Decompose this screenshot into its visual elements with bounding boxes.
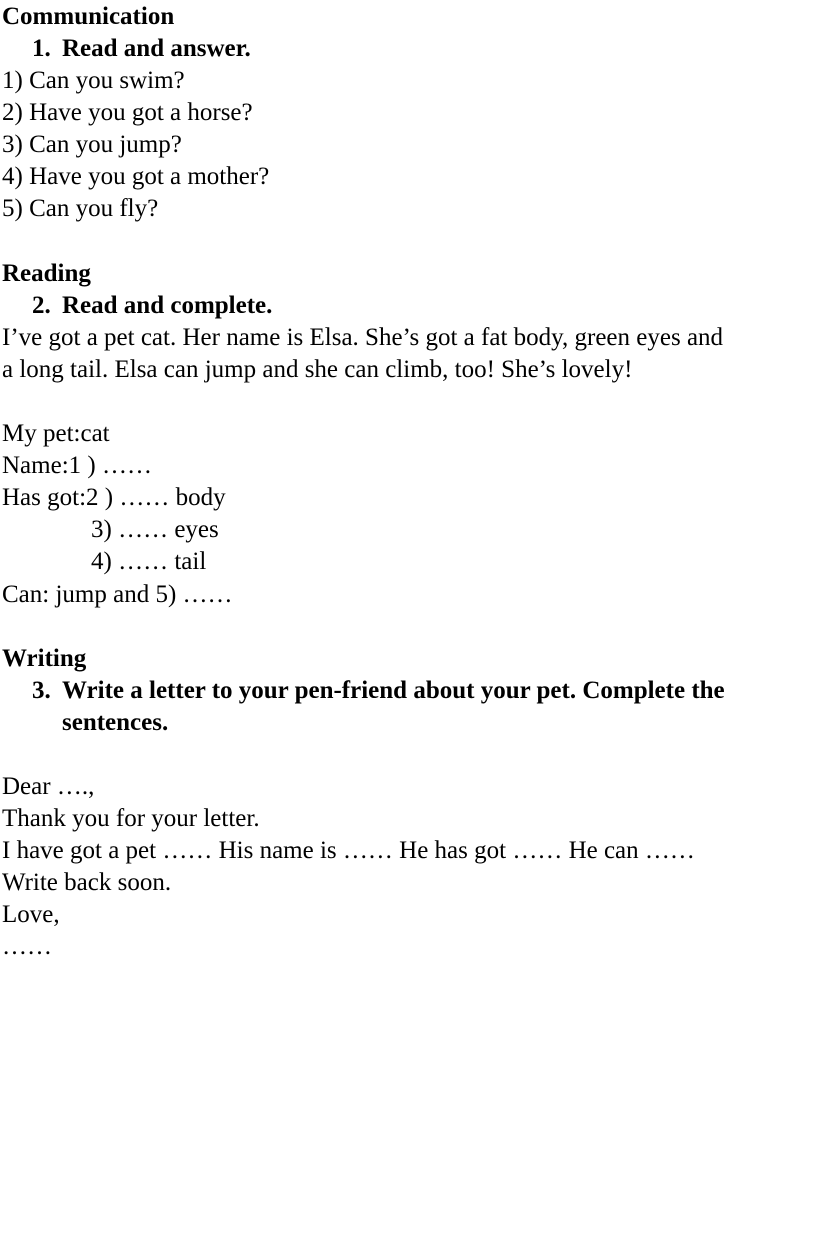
- section-heading-writing: Writing: [2, 645, 87, 672]
- section-heading-communication: Communication: [2, 3, 175, 30]
- task-3-instruction-line-1: Write a letter to your pen-friend about your pet. Complete the: [62, 677, 725, 704]
- task-3-instruction-line-2: sentences.: [62, 709, 169, 736]
- reading-paragraph-line-2: a long tail. Elsa can jump and she can climb, too! She’s lovely!: [2, 356, 633, 383]
- letter-closing: Love,: [2, 901, 60, 928]
- question-1: 1) Can you swim?: [2, 67, 185, 94]
- section-heading-reading: Reading: [2, 260, 91, 287]
- reading-paragraph-line-1: I’ve got a pet cat. Her name is Elsa. She’s got a fat body, green eyes and: [2, 324, 724, 351]
- task-3-number: 3.: [32, 677, 51, 704]
- question-2: 2) Have you got a horse?: [2, 99, 253, 126]
- letter-body: I have got a pet …… His name is …… He has got …… He can ……: [2, 837, 695, 864]
- letter-write-back: Write back soon.: [2, 869, 172, 896]
- task-3: [32, 676, 816, 740]
- task-2-instruction: Read and complete.: [62, 292, 273, 319]
- form-has-got: Has got:2 ) …… body: [2, 484, 226, 511]
- question-3: 3) Can you jump?: [2, 131, 182, 158]
- form-name: Name:1 ) ……: [2, 452, 152, 479]
- letter-signature: ……: [2, 933, 52, 960]
- task-1-instruction: Read and answer.: [62, 35, 251, 62]
- form-pet: My pet:cat: [2, 420, 110, 447]
- question-4: 4) Have you got a mother?: [2, 163, 270, 190]
- task-1-number: 1.: [32, 35, 51, 62]
- form-tail: 4) …… tail: [91, 548, 207, 575]
- question-5: 5) Can you fly?: [2, 195, 159, 222]
- letter-thanks: Thank you for your letter.: [2, 805, 260, 832]
- form-eyes: 3) …… eyes: [91, 516, 219, 543]
- form-can: Can: jump and 5) ……: [2, 581, 233, 608]
- letter-greeting: Dear ….,: [2, 773, 95, 800]
- task-2-number: 2.: [32, 292, 51, 319]
